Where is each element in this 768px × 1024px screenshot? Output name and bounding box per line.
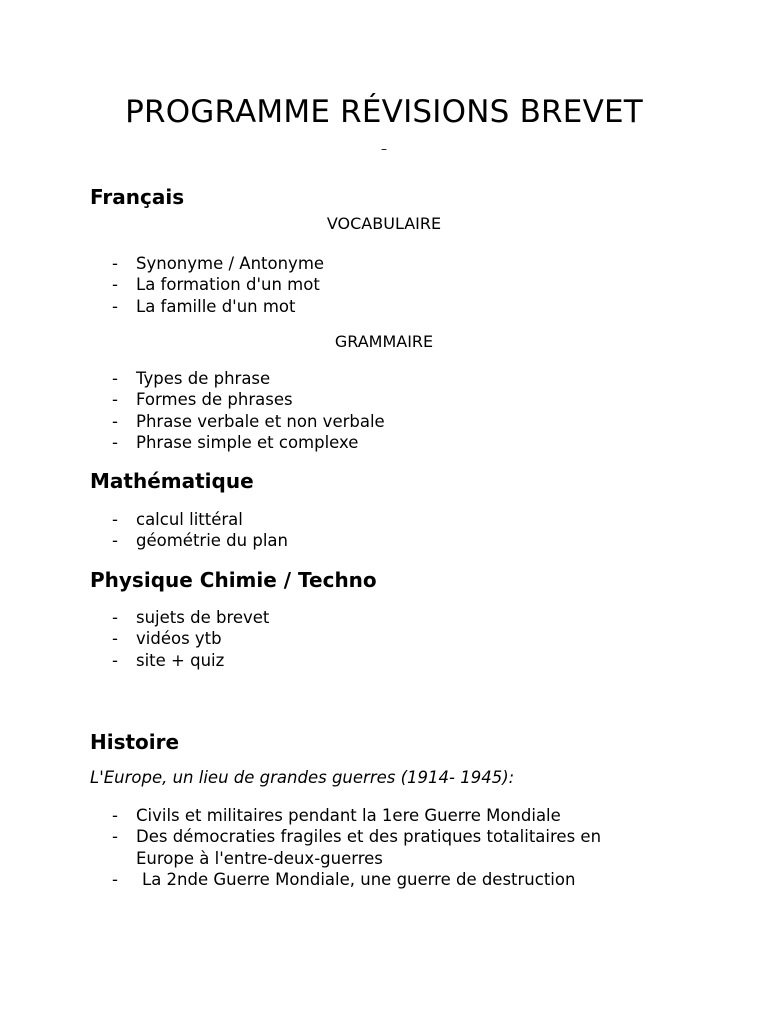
list-item <box>112 432 385 453</box>
list-item <box>112 869 646 890</box>
heading-histoire: Histoire <box>90 730 180 754</box>
list-mathematique <box>112 509 288 552</box>
bullet-dash: - <box>112 275 118 295</box>
heading-mathematique: Mathématique <box>90 469 254 493</box>
bullet-dash: - <box>112 369 118 388</box>
bullet-dash: - <box>112 296 118 316</box>
list-item-text: Phrase verbale et non verbale <box>136 411 385 431</box>
label-vocabulaire: VOCABULAIRE <box>326 214 442 233</box>
bullet-dash: - <box>112 650 118 670</box>
bullet-dash: - <box>112 411 118 431</box>
list-item-text: calcul littéral <box>136 510 243 529</box>
list-item-text: Civils et militaires pendant la 1ere Guerre Mondiale <box>136 806 561 825</box>
list-item-text: Phrase simple et complexe <box>136 432 359 452</box>
bullet-dash: - <box>112 390 118 410</box>
list-item <box>112 826 646 869</box>
list-item-text: Synonyme / Antonyme <box>136 254 325 273</box>
list-grammaire <box>112 368 385 453</box>
list-histoire <box>112 805 646 890</box>
list-item-text: Types de phrase <box>136 369 271 388</box>
bullet-dash: - <box>112 629 118 649</box>
bullet-dash: - <box>112 869 118 889</box>
bullet-dash: - <box>112 608 118 627</box>
bullet-dash: - <box>112 531 118 551</box>
list-item <box>112 296 324 317</box>
list-item <box>112 607 269 628</box>
bullet-dash: - <box>112 510 118 529</box>
list-vocabulaire <box>112 253 324 317</box>
list-item <box>112 389 385 410</box>
bullet-dash: - <box>112 432 118 452</box>
bullet-dash: - <box>112 254 118 273</box>
list-item <box>112 530 288 551</box>
list-item <box>112 274 324 295</box>
label-grammaire: GRAMMAIRE <box>334 332 434 351</box>
list-item-text: La famille d'un mot <box>136 296 296 316</box>
list-item <box>112 368 385 389</box>
list-item-text: Formes de phrases <box>136 390 293 410</box>
histoire-intro: L'Europe, un lieu de grandes guerres (1914- 1945): <box>90 768 515 787</box>
document-title: PROGRAMME RÉVISIONS BREVET <box>125 94 643 130</box>
list-item-text: La formation d'un mot <box>136 275 320 295</box>
list-item-text: Des démocraties fragiles et des pratiques totalitaires en Europe à l'entre-deux-guerres <box>136 827 602 868</box>
list-item <box>112 509 288 530</box>
list-item <box>112 253 324 274</box>
list-item-text: vidéos ytb <box>136 629 222 649</box>
list-item <box>112 805 646 826</box>
list-item-text: site + quiz <box>136 650 225 670</box>
heading-francais: Français <box>90 185 185 209</box>
title-separator: – <box>381 142 387 156</box>
list-item <box>112 628 269 649</box>
list-physique <box>112 607 269 671</box>
list-item <box>112 411 385 432</box>
list-item <box>112 650 269 671</box>
bullet-dash: - <box>112 827 118 847</box>
list-item-text: géométrie du plan <box>136 531 288 551</box>
bullet-dash: - <box>112 806 118 825</box>
list-item-text: sujets de brevet <box>136 608 270 627</box>
heading-physique: Physique Chimie / Techno <box>90 568 377 592</box>
list-item-text: La 2nde Guerre Mondiale, une guerre de destruction <box>142 869 576 889</box>
